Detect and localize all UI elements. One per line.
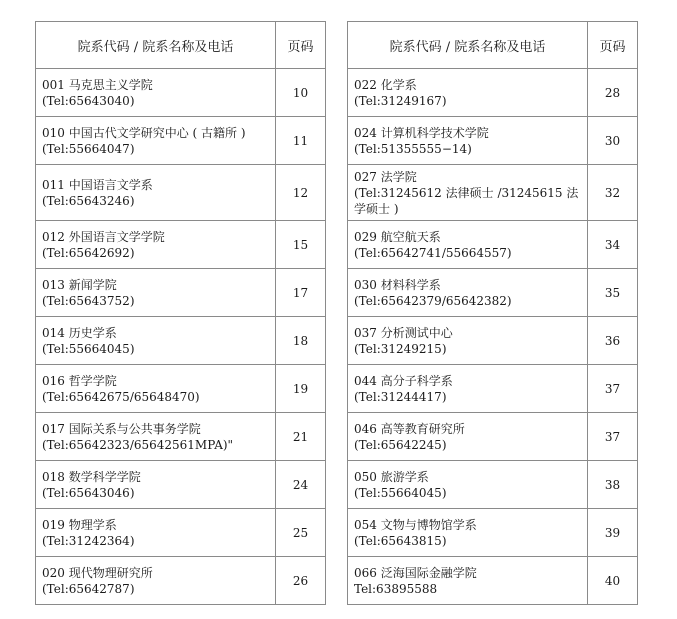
- department-tel: (Tel:65642787): [42, 581, 135, 596]
- department-name: 046 高等教育研究所: [354, 421, 465, 436]
- header-name: 院系代码 / 院系名称及电话: [36, 22, 276, 69]
- table-header-row: [36, 22, 326, 69]
- department-cell: [36, 557, 276, 605]
- department-tel: (Tel:55664045): [354, 485, 447, 500]
- page-number: 12: [276, 165, 326, 221]
- table-row: [36, 509, 326, 557]
- page-number: 11: [276, 117, 326, 165]
- department-name: 011 中国语言文学系: [42, 177, 153, 192]
- department-name: 030 材料科学系: [354, 277, 441, 292]
- table-row: [348, 413, 638, 461]
- page-number: 39: [588, 509, 638, 557]
- department-tel: (Tel:65642245): [354, 437, 447, 452]
- department-tel: (Tel:65642675/65648470): [42, 389, 200, 404]
- department-tel: (Tel:31242364): [42, 533, 135, 548]
- department-name: 012 外国语言文学学院: [42, 229, 165, 244]
- department-name: 029 航空航天系: [354, 229, 441, 244]
- department-cell: [36, 69, 276, 117]
- page-number: 24: [276, 461, 326, 509]
- table-row: [36, 317, 326, 365]
- department-tel: (Tel:65643040): [42, 93, 135, 108]
- page-number: 10: [276, 69, 326, 117]
- department-cell: [36, 509, 276, 557]
- department-tel: (Tel:55664047): [42, 141, 135, 156]
- department-name: 016 哲学学院: [42, 373, 117, 388]
- table-row: [36, 557, 326, 605]
- page-number: 37: [588, 413, 638, 461]
- department-name: 014 历史学系: [42, 325, 117, 340]
- department-name: 037 分析测试中心: [354, 325, 453, 340]
- department-name: 019 物理学系: [42, 517, 117, 532]
- department-cell: [36, 317, 276, 365]
- table-row: [36, 269, 326, 317]
- department-tel: (Tel:55664045): [42, 341, 135, 356]
- department-cell: [348, 509, 588, 557]
- page-number: 15: [276, 221, 326, 269]
- table-row: [36, 365, 326, 413]
- page-number: 21: [276, 413, 326, 461]
- department-cell: [36, 461, 276, 509]
- department-tel: (Tel:65643752): [42, 293, 135, 308]
- page-number: 34: [588, 221, 638, 269]
- department-name: 050 旅游学系: [354, 469, 429, 484]
- department-name: 024 计算机科学技术学院: [354, 125, 489, 140]
- department-tel: (Tel:65643815): [354, 533, 447, 548]
- department-cell: [348, 365, 588, 413]
- page-number: 28: [588, 69, 638, 117]
- page-number: 26: [276, 557, 326, 605]
- department-cell: [348, 165, 588, 221]
- department-name: 020 现代物理研究所: [42, 565, 153, 580]
- table-row: [36, 69, 326, 117]
- department-cell: [348, 117, 588, 165]
- table-row: [36, 413, 326, 461]
- page-number: 17: [276, 269, 326, 317]
- department-cell: [348, 461, 588, 509]
- department-name: 044 高分子科学系: [354, 373, 453, 388]
- page-number: 18: [276, 317, 326, 365]
- page-number: 30: [588, 117, 638, 165]
- page-number: 32: [588, 165, 638, 221]
- page-number: 36: [588, 317, 638, 365]
- table-row: [348, 317, 638, 365]
- table-row: [348, 117, 638, 165]
- department-cell: [36, 413, 276, 461]
- department-tel: (Tel:31249167): [354, 93, 447, 108]
- table-row: [348, 221, 638, 269]
- table-header-row: [348, 22, 638, 69]
- department-name: 054 文物与博物馆学系: [354, 517, 477, 532]
- page-number: 25: [276, 509, 326, 557]
- department-name: 027 法学院: [354, 169, 417, 184]
- department-tel: Tel:63895588: [354, 581, 438, 596]
- department-cell: [348, 269, 588, 317]
- table-row: [36, 117, 326, 165]
- department-tel: (Tel:65643246): [42, 193, 135, 208]
- department-name: 001 马克思主义学院: [42, 77, 153, 92]
- department-table-right: [347, 21, 638, 605]
- department-cell: [36, 269, 276, 317]
- table-row: [348, 557, 638, 605]
- department-cell: [36, 117, 276, 165]
- department-name: 018 数学科学学院: [42, 469, 141, 484]
- department-tel: (Tel:31244417): [354, 389, 447, 404]
- table-row: [348, 461, 638, 509]
- table-row: [348, 69, 638, 117]
- table-row: [348, 269, 638, 317]
- department-cell: [36, 365, 276, 413]
- table-row: [348, 509, 638, 557]
- header-name: 院系代码 / 院系名称及电话: [348, 22, 588, 69]
- table-row: [36, 461, 326, 509]
- page-number: 40: [588, 557, 638, 605]
- department-cell: [348, 69, 588, 117]
- department-tel: (Tel:31249215): [354, 341, 447, 356]
- department-tel: (Tel:51355555−14): [354, 141, 472, 156]
- department-tel-cont: 学硕士 ): [354, 201, 399, 216]
- department-tel: (Tel:65642741/55664557): [354, 245, 512, 260]
- department-tel: (Tel:31245612 法律硕士 /31245615 法: [354, 185, 579, 200]
- department-table-left: [35, 21, 326, 605]
- header-page: 页码: [588, 22, 638, 69]
- page-number: 19: [276, 365, 326, 413]
- header-page: 页码: [276, 22, 326, 69]
- table-row: [348, 365, 638, 413]
- page-number: 37: [588, 365, 638, 413]
- department-cell: [36, 165, 276, 221]
- table-row: [36, 221, 326, 269]
- department-cell: [348, 221, 588, 269]
- department-name: 066 泛海国际金融学院: [354, 565, 477, 580]
- department-cell: [348, 317, 588, 365]
- department-tel: (Tel:65642379/65642382): [354, 293, 512, 308]
- table-row: [36, 165, 326, 221]
- department-name: 017 国际关系与公共事务学院: [42, 421, 201, 436]
- department-name: 022 化学系: [354, 77, 417, 92]
- department-tel: (Tel:65642692): [42, 245, 135, 260]
- department-cell: [348, 557, 588, 605]
- table-row: [348, 165, 638, 221]
- department-tel: (Tel:65643046): [42, 485, 135, 500]
- page-number: 35: [588, 269, 638, 317]
- department-name: 010 中国古代文学研究中心 ( 古籍所 ): [42, 125, 246, 140]
- department-name: 013 新闻学院: [42, 277, 117, 292]
- department-tel: (Tel:65642323/65642561MPA)": [42, 437, 234, 452]
- page-number: 38: [588, 461, 638, 509]
- department-cell: [348, 413, 588, 461]
- department-cell: [36, 221, 276, 269]
